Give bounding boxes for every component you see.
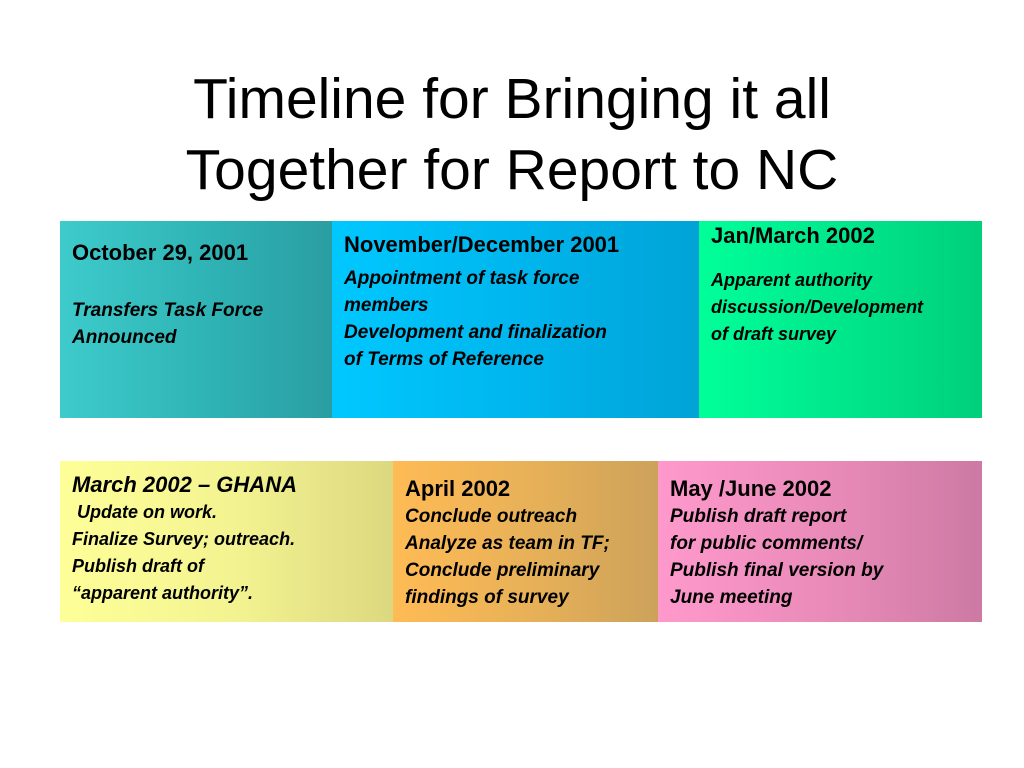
timeline-box-heading: October 29, 2001 <box>72 240 249 265</box>
timeline-box-heading: May /June 2002 <box>670 476 832 501</box>
timeline-box-jan-march-2002 <box>699 221 982 418</box>
timeline-box-line: of draft survey <box>711 324 837 344</box>
timeline-box-heading: March 2002 – GHANA <box>72 472 297 497</box>
timeline-box-line: members <box>344 295 429 316</box>
timeline-box-line: Development and finalization <box>344 322 607 343</box>
timeline-box-line: discussion/Development <box>711 297 924 317</box>
timeline-box-line: Conclude outreach <box>405 506 578 527</box>
timeline-box-heading: Jan/March 2002 <box>711 223 875 248</box>
timeline-box-may-june-2002 <box>658 461 982 622</box>
timeline-box-line: for public comments/ <box>670 533 863 554</box>
timeline-box-april-2002 <box>393 461 658 622</box>
timeline-box-line: Conclude preliminary <box>405 560 600 581</box>
timeline-box-body <box>72 297 332 351</box>
timeline-box-line: Appointment of task force <box>344 268 580 289</box>
slide-title-line-1: Timeline for Bringing it all <box>193 67 831 131</box>
timeline-box-line: of Terms of Reference <box>344 349 544 370</box>
timeline-box-line: findings of survey <box>405 587 569 608</box>
timeline-box-body <box>711 267 982 348</box>
timeline-box-line: Publish final version by <box>670 560 884 581</box>
timeline-box-line: Analyze as team in TF; <box>405 533 610 554</box>
timeline-box-line: Publish draft report <box>670 506 847 527</box>
timeline-box-march-2002-ghana <box>60 461 393 622</box>
timeline-box-line: Apparent authority <box>711 270 873 290</box>
slide-title <box>0 64 1024 206</box>
timeline-box-line: June meeting <box>670 587 793 608</box>
timeline-box-body <box>405 503 658 611</box>
timeline-box-line: “apparent authority”. <box>72 583 254 603</box>
timeline-box-heading: November/December 2001 <box>344 232 620 257</box>
timeline-box-body <box>72 499 393 607</box>
timeline-box-line: Update on work. <box>72 502 218 522</box>
timeline-box-nov-dec-2001 <box>332 221 699 418</box>
timeline-box-body <box>344 265 699 373</box>
timeline-box-line: Publish draft of <box>72 556 204 576</box>
timeline-box-body <box>670 503 982 611</box>
timeline-box-line: Transfers Task Force <box>72 300 264 321</box>
timeline-box-heading: April 2002 <box>405 476 511 501</box>
timeline-box-october-2001 <box>60 221 332 418</box>
timeline-box-line: Announced <box>72 327 177 348</box>
timeline-box-line: Finalize Survey; outreach. <box>72 529 296 549</box>
slide-title-line-2: Together for Report to NC <box>185 138 839 202</box>
